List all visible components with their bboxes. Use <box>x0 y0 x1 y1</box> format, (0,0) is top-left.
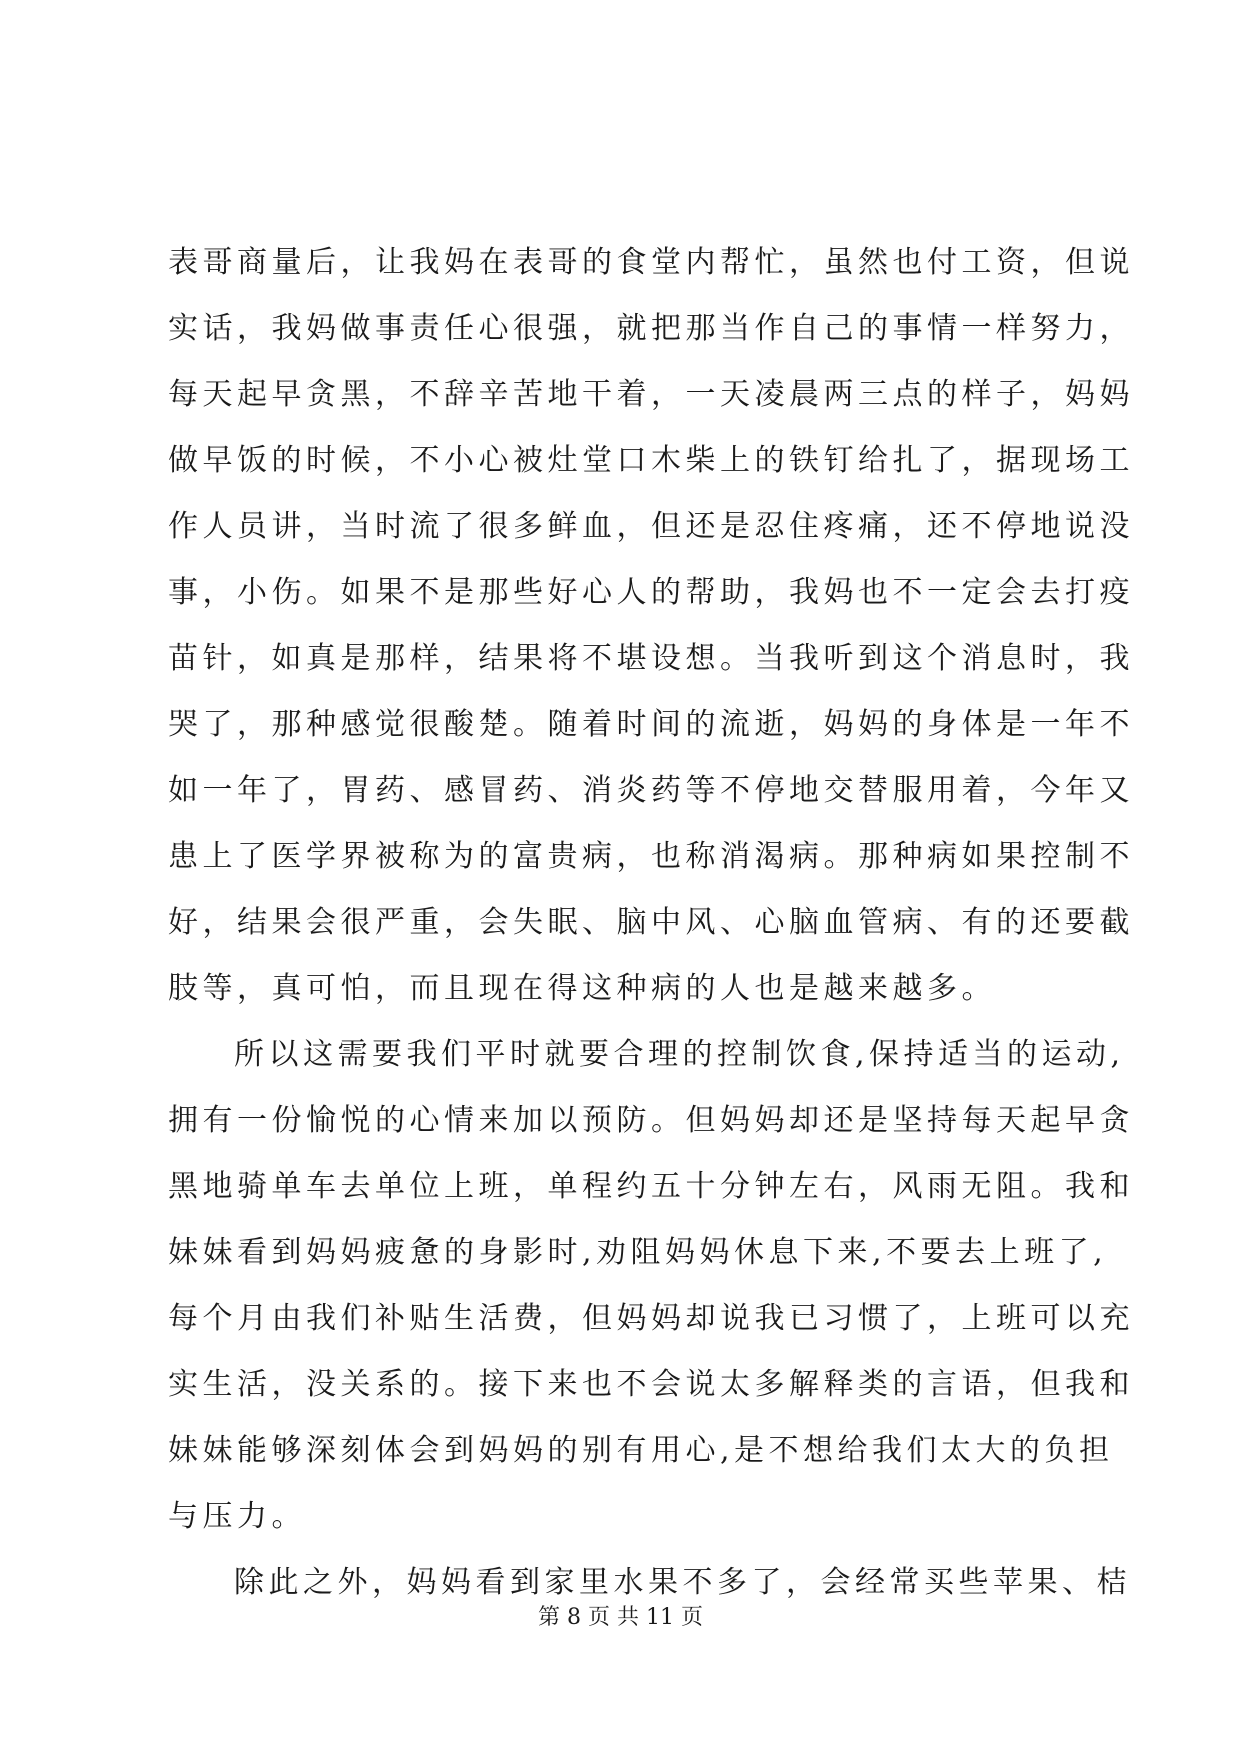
text-line: 妹妹能够深刻体会到妈妈的别有用心,是不想给我们太大的负担 <box>168 1433 1114 1468</box>
document-body <box>168 230 1134 1616</box>
text-line: 每天起早贪黑，不辞辛苦地干着，一天凌晨两三点的样子，妈妈 <box>168 377 1134 412</box>
text-line: 哭了，那种感觉很酸楚。随着时间的流逝，妈妈的身体是一年不 <box>168 707 1134 742</box>
text-line: 与压力。 <box>168 1499 306 1534</box>
text-line: 作人员讲，当时流了很多鲜血，但还是忍住疼痛，还不停地说没 <box>168 509 1134 544</box>
text-line: 每个月由我们补贴生活费，但妈妈却说我已习惯了，上班可以充 <box>168 1301 1134 1336</box>
text-line: 拥有一份愉悦的心情来加以预防。但妈妈却还是坚持每天起早贪 <box>168 1103 1134 1138</box>
page-number-footer: 第 8 页 共 11 页 <box>538 1605 703 1630</box>
text-line: 肢等，真可怕，而且现在得这种病的人也是越来越多。 <box>168 971 996 1006</box>
text-line: 事，小伤。如果不是那些好心人的帮助，我妈也不一定会去打疫 <box>168 575 1134 610</box>
paragraph <box>168 230 1134 1022</box>
text-line: 所以这需要我们平时就要合理的控制饮食,保持适当的运动, <box>234 1037 1125 1072</box>
text-line: 好，结果会很严重，会失眠、脑中风、心脑血管病、有的还要截 <box>168 905 1134 940</box>
text-line: 做早饭的时候，不小心被灶堂口木柴上的铁钉给扎了，据现场工 <box>168 443 1134 478</box>
text-line: 妹妹看到妈妈疲惫的身影时,劝阻妈妈休息下来,不要去上班了, <box>168 1235 1108 1270</box>
text-line: 患上了医学界被称为的富贵病，也称消渴病。那种病如果控制不 <box>168 839 1134 874</box>
text-line: 黑地骑单车去单位上班，单程约五十分钟左右，风雨无阻。我和 <box>168 1169 1134 1204</box>
text-line: 表哥商量后，让我妈在表哥的食堂内帮忙，虽然也付工资，但说 <box>168 245 1134 280</box>
text-line: 如一年了，胃药、感冒药、消炎药等不停地交替服用着，今年又 <box>168 773 1134 808</box>
paragraph <box>168 1022 1134 1550</box>
text-line: 苗针，如真是那样，结果将不堪设想。当我听到这个消息时，我 <box>168 641 1134 676</box>
text-line: 除此之外，妈妈看到家里水果不多了，会经常买些苹果、桔 <box>234 1565 1131 1600</box>
text-line: 实话，我妈做事责任心很强，就把那当作自己的事情一样努力， <box>168 311 1134 346</box>
text-line: 实生活，没关系的。接下来也不会说太多解释类的言语，但我和 <box>168 1367 1134 1402</box>
